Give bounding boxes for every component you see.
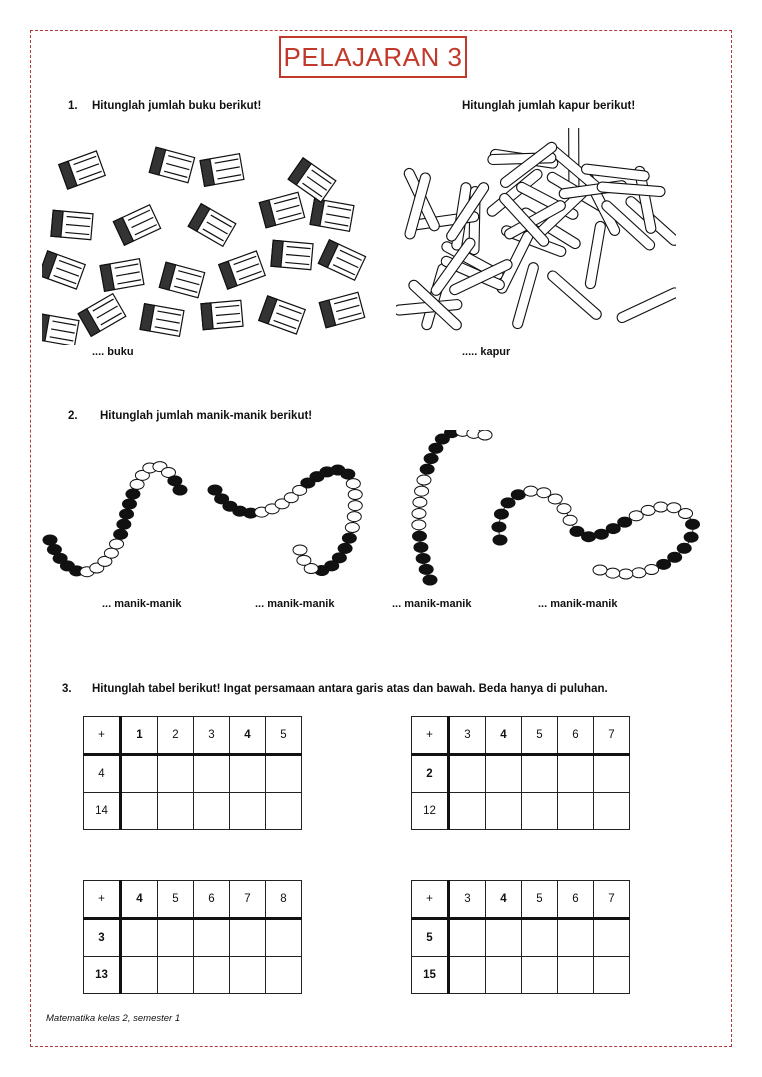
answer-cell[interactable] — [158, 957, 194, 994]
answer-cell[interactable] — [522, 957, 558, 994]
bead-icon — [417, 475, 431, 485]
answer-cell[interactable] — [158, 919, 194, 957]
table-col-header: 5 — [158, 881, 194, 919]
bead-icon — [677, 543, 691, 553]
book-icon — [201, 300, 243, 329]
book-icon — [200, 154, 244, 187]
bead-icon — [126, 489, 140, 499]
bead-icon — [493, 535, 507, 545]
bead-icon — [423, 575, 437, 585]
answer-cell[interactable] — [194, 919, 230, 957]
chalk-icon — [616, 286, 676, 324]
books-answer-label: .... buku — [92, 346, 134, 358]
beads-illustration — [40, 430, 720, 600]
table-col-header: 4 — [121, 881, 158, 919]
book-icon — [78, 294, 126, 337]
bead-icon — [130, 479, 144, 489]
bead-icon — [114, 529, 128, 539]
table-row-header: 12 — [412, 793, 449, 830]
bead-icon — [208, 485, 222, 495]
bead-icon — [348, 490, 362, 500]
bead-icon — [293, 545, 307, 555]
bead-icon — [297, 555, 311, 565]
answer-cell[interactable] — [230, 919, 266, 957]
book-icon — [318, 240, 365, 280]
table-col-header: 3 — [449, 717, 486, 755]
table-col-header: 7 — [230, 881, 266, 919]
bead-icon — [537, 488, 551, 498]
question-3-prompt: Hitunglah tabel berikut! Ingat persamaan antara garis atas dan bawah. Beda hanya di puluhan. — [92, 683, 608, 695]
bead-icon — [619, 569, 633, 579]
bead-icon — [548, 494, 562, 504]
question-1-prompt-chalk: Hitunglah jumlah kapur berikut! — [462, 100, 636, 112]
table-col-header: 5 — [522, 717, 558, 755]
bead-icon — [413, 497, 427, 507]
answer-cell[interactable] — [121, 793, 158, 830]
bead-icon — [645, 565, 659, 575]
book-icon — [100, 259, 144, 292]
bead-icon — [557, 504, 571, 514]
bead-icon — [684, 532, 698, 542]
beads-answer-3: ... manik-manik — [392, 598, 472, 610]
question-3-number: 3. — [62, 683, 72, 695]
bead-icon — [414, 542, 428, 552]
table-col-header: 2 — [158, 717, 194, 755]
answer-cell[interactable] — [194, 755, 230, 793]
answer-cell[interactable] — [594, 957, 630, 994]
book-icon — [219, 251, 265, 289]
answer-cell[interactable] — [121, 755, 158, 793]
answer-cell[interactable] — [194, 957, 230, 994]
answer-cell[interactable] — [449, 755, 486, 793]
answer-cell[interactable] — [158, 755, 194, 793]
bead-icon — [593, 565, 607, 575]
bead-icon — [494, 509, 508, 519]
table-row-header: 4 — [84, 755, 121, 793]
book-icon — [188, 204, 236, 247]
table-col-header: 4 — [486, 717, 522, 755]
bead-icon — [342, 533, 356, 543]
chalk-answer-label: ..... kapur — [462, 346, 511, 358]
bead-icon — [641, 505, 655, 515]
page-title: PELAJARAN 3 — [279, 36, 467, 78]
table-operator: + — [84, 717, 121, 755]
answer-cell[interactable] — [522, 793, 558, 830]
answer-cell[interactable] — [558, 755, 594, 793]
answer-cell[interactable] — [194, 793, 230, 830]
answer-cell[interactable] — [522, 919, 558, 957]
book-icon — [149, 147, 194, 182]
table-col-header: 7 — [594, 881, 630, 919]
table-row-header: 15 — [412, 957, 449, 994]
bead-icon — [173, 485, 187, 495]
bead-icon — [582, 532, 596, 542]
table-operator: + — [412, 881, 449, 919]
answer-cell[interactable] — [230, 755, 266, 793]
bead-icon — [412, 520, 426, 530]
answer-cell[interactable] — [558, 957, 594, 994]
book-icon — [319, 292, 364, 327]
answer-cell[interactable] — [486, 957, 522, 994]
bead-icon — [43, 535, 57, 545]
table-col-header: 6 — [194, 881, 230, 919]
answer-cell[interactable] — [522, 755, 558, 793]
answer-cell[interactable] — [449, 957, 486, 994]
bead-icon — [686, 519, 700, 529]
answer-cell[interactable] — [594, 919, 630, 957]
answer-cell[interactable] — [266, 957, 302, 994]
chalk-icon — [597, 182, 666, 197]
book-icon — [42, 314, 79, 345]
bead-icon — [347, 512, 361, 522]
bead-icon — [492, 522, 506, 532]
table-col-header: 3 — [449, 881, 486, 919]
answer-cell[interactable] — [230, 957, 266, 994]
bead-icon — [419, 564, 433, 574]
bead-icon — [415, 486, 429, 496]
chalk-icon — [585, 221, 606, 290]
table-operator: + — [412, 717, 449, 755]
answer-cell[interactable] — [594, 793, 630, 830]
answer-cell[interactable] — [230, 793, 266, 830]
bead-icon — [420, 464, 434, 474]
table-col-header: 5 — [266, 717, 302, 755]
bead-icon — [524, 486, 538, 496]
table-row-header: 14 — [84, 793, 121, 830]
addition-table-2 — [411, 716, 630, 830]
addition-table-4 — [411, 880, 630, 994]
table-col-header: 1 — [121, 717, 158, 755]
table-col-header: 6 — [558, 717, 594, 755]
bead-icon — [104, 548, 118, 558]
bead-icon — [618, 517, 632, 527]
answer-cell[interactable] — [558, 793, 594, 830]
book-icon — [59, 151, 105, 189]
table-row-header: 5 — [412, 919, 449, 957]
answer-cell[interactable] — [486, 793, 522, 830]
answer-cell[interactable] — [266, 919, 302, 957]
footer-text: Matematika kelas 2, semester 1 — [46, 1013, 181, 1024]
bead-icon — [679, 508, 693, 518]
bead-icon — [606, 524, 620, 534]
bead-icon — [429, 443, 443, 453]
answer-cell[interactable] — [449, 919, 486, 957]
book-icon — [259, 296, 305, 334]
answer-cell[interactable] — [558, 919, 594, 957]
addition-table-3 — [83, 880, 302, 994]
book-icon — [51, 210, 93, 239]
question-1-number: 1. — [68, 100, 78, 112]
beads-answer-1: ... manik-manik — [102, 598, 182, 610]
bead-icon — [122, 499, 136, 509]
table-col-header: 8 — [266, 881, 302, 919]
book-icon — [113, 205, 160, 245]
question-2-prompt: Hitunglah jumlah manik-manik berikut! — [100, 410, 313, 422]
bead-icon — [345, 523, 359, 533]
question-1-prompt-books: Hitunglah jumlah buku berikut! — [92, 100, 262, 112]
answer-cell[interactable] — [449, 793, 486, 830]
beads-answer-2: ... manik-manik — [255, 598, 335, 610]
book-icon — [310, 199, 354, 232]
bead-icon — [478, 430, 492, 440]
book-icon — [271, 240, 313, 269]
table-row-header: 2 — [412, 755, 449, 793]
bead-icon — [594, 529, 608, 539]
answer-cell[interactable] — [486, 755, 522, 793]
addition-table-1 — [83, 716, 302, 830]
answer-cell[interactable] — [266, 755, 302, 793]
bead-icon — [606, 568, 620, 578]
bead-icon — [416, 553, 430, 563]
bead-icon — [563, 515, 577, 525]
bead-icon — [632, 568, 646, 578]
table-row-header: 13 — [84, 957, 121, 994]
bead-icon — [110, 539, 124, 549]
beads-answer-4: ... manik-manik — [538, 598, 618, 610]
bead-icon — [338, 543, 352, 553]
bead-icon — [668, 552, 682, 562]
answer-cell[interactable] — [158, 793, 194, 830]
table-col-header: 6 — [558, 881, 594, 919]
table-col-header: 3 — [194, 717, 230, 755]
answer-cell[interactable] — [594, 755, 630, 793]
table-col-header: 5 — [522, 881, 558, 919]
table-row-header: 3 — [84, 919, 121, 957]
table-col-header: 4 — [230, 717, 266, 755]
bead-icon — [348, 501, 362, 511]
answer-cell[interactable] — [121, 919, 158, 957]
chalk-illustration — [396, 128, 676, 333]
answer-cell[interactable] — [121, 957, 158, 994]
table-col-header: 7 — [594, 717, 630, 755]
bead-icon — [346, 479, 360, 489]
bead-icon — [412, 509, 426, 519]
bead-icon — [424, 454, 438, 464]
book-icon — [140, 304, 184, 337]
books-illustration — [42, 130, 372, 345]
book-icon — [159, 262, 204, 297]
bead-icon — [168, 476, 182, 486]
bead-icon — [412, 531, 426, 541]
bead-icon — [654, 502, 668, 512]
answer-cell[interactable] — [266, 793, 302, 830]
question-2-number: 2. — [68, 410, 78, 422]
book-icon — [42, 251, 85, 289]
table-col-header: 4 — [486, 881, 522, 919]
bead-icon — [341, 469, 355, 479]
bead-icon — [117, 519, 131, 529]
book-icon — [259, 192, 304, 227]
bead-icon — [501, 498, 515, 508]
bead-icon — [120, 509, 134, 519]
bead-icon — [511, 490, 525, 500]
answer-cell[interactable] — [486, 919, 522, 957]
table-operator: + — [84, 881, 121, 919]
